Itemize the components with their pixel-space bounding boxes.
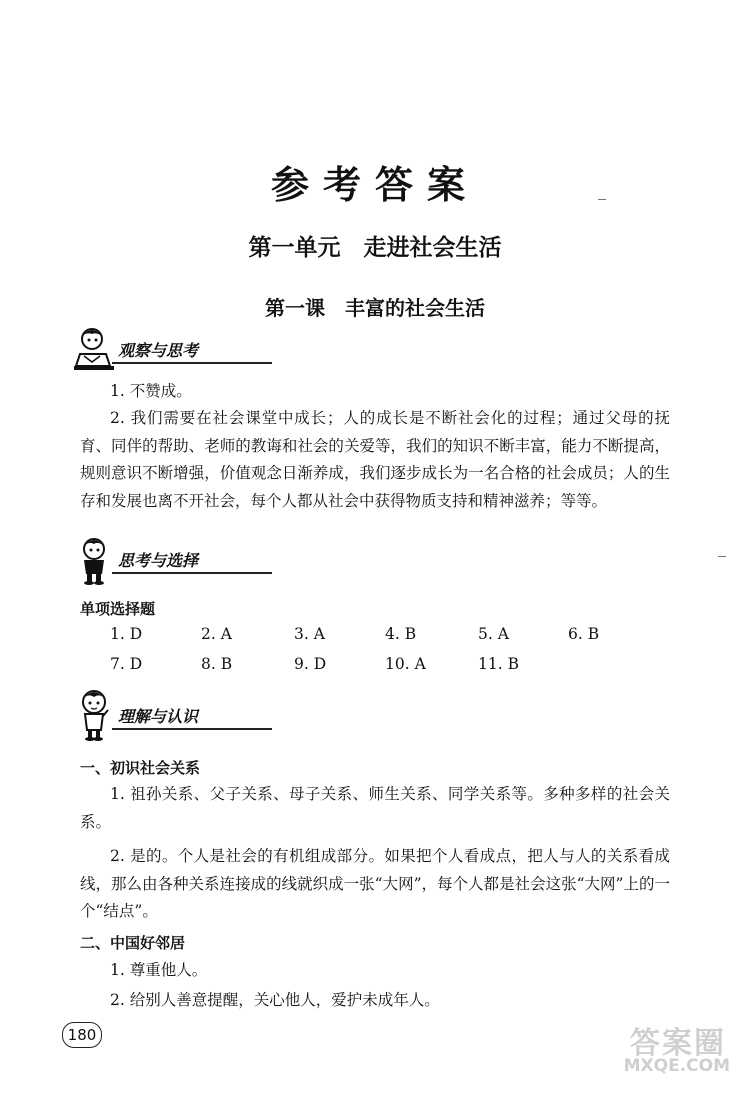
answer-item: 3. A <box>294 625 325 643</box>
decorative-dash <box>598 199 606 200</box>
unit-title: 第一单元 走进社会生活 <box>248 235 502 261</box>
social-relations-subhead: 一、初识社会关系 <box>80 759 201 777</box>
social-relations-answer-2 <box>80 843 670 926</box>
section-understand-header <box>72 688 372 738</box>
good-neighbor-answer-1: 1. 尊重他人。 <box>110 961 208 979</box>
answer-item: 9. D <box>294 655 327 673</box>
watermark-url: MXQE.COM <box>623 1056 730 1076</box>
answer-item: 4. B <box>385 625 417 643</box>
answer-item: 8. B <box>201 655 233 673</box>
section-observe-header <box>72 326 372 376</box>
answer-row-2 <box>110 655 670 683</box>
answer-item: 2. A <box>201 625 232 643</box>
lesson-title: 第一课 丰富的社会生活 <box>265 296 485 320</box>
site-watermark <box>572 1018 732 1082</box>
observe-answer-2-text: 2. 我们需要在社会课堂中成长；人的成长是不断社会化的过程；通过父母的抚育、同伴的帮助、老师的教诲和社会的关爱等，我们的知识不断丰富，能力不断提高，规则意识不断增强，价值观念日渐养成，我们逐步成长为一名合格的社会成员；人的生存和发展也离不开社会，每个人都从社会中获得物质支持和精神滋养；等等。 <box>80 409 670 510</box>
answer-row-1 <box>110 625 670 653</box>
answer-item: 11. B <box>478 655 519 673</box>
decorative-dash <box>718 556 726 557</box>
answer-item: 6. B <box>568 625 600 643</box>
standing-kid-icon <box>72 536 116 586</box>
section-understand-label: 理解与认识 <box>118 707 199 726</box>
single-choice-subhead: 单项选择题 <box>80 600 156 618</box>
page-title: 参考答案 <box>270 163 479 207</box>
section-observe-label: 观察与思考 <box>118 341 199 360</box>
answer-item: 7. D <box>110 655 143 673</box>
observe-answer-1: 1. 不赞成。 <box>110 382 192 400</box>
social-relations-answer-2-text: 2. 是的。个人是社会的有机组成部分。如果把个人看成点，把人与人的关系看成线，那么由各种关系连接成的线就织成一张“大网”，每个人都是社会这张“大网”上的一个“结点”。 <box>80 847 670 920</box>
answer-item: 1. D <box>110 625 143 643</box>
section-choose-label: 思考与选择 <box>118 551 199 570</box>
section-choose-header <box>72 536 372 586</box>
answer-item: 10. A <box>385 655 426 673</box>
watermark-logo-text: 答案圈 <box>630 1026 726 1061</box>
page-number: 180 <box>62 1022 102 1048</box>
observe-answer-2 <box>80 405 670 515</box>
good-neighbor-subhead: 二、中国好邻居 <box>80 934 186 952</box>
good-neighbor-answer-2: 2. 给别人善意提醒，关心他人，爱护未成年人。 <box>110 991 440 1009</box>
social-relations-answer-1-text: 1. 祖孙关系、父子关系、母子关系、师生关系、同学关系等。多种多样的社会关系。 <box>80 785 670 831</box>
social-relations-answer-1 <box>80 781 670 836</box>
section-underline <box>112 728 272 730</box>
section-underline <box>112 362 272 364</box>
answer-item: 5. A <box>478 625 509 643</box>
thinking-kid-icon <box>72 688 116 742</box>
reading-kid-icon <box>72 326 116 372</box>
section-underline <box>112 572 272 574</box>
